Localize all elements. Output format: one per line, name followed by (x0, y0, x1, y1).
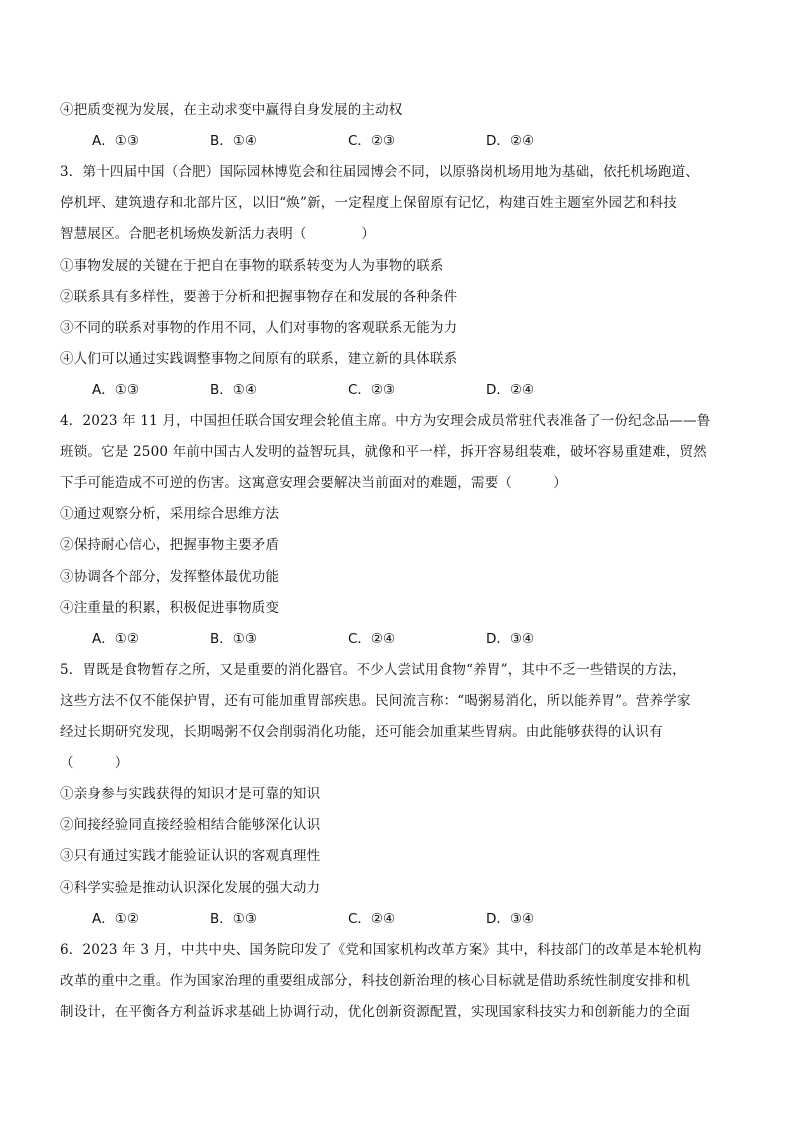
text-line: ④人们可以通过实践调整事物之间原有的联系，建立新的具体联系 (60, 351, 458, 367)
text-line: 制设计，在平衡各方利益诉求基础上协调行动，优化创新资源配置，实现国家科技实力和创新能力的全面 (60, 1004, 691, 1020)
text-line: ④科学实验是推动认识深化发展的强大动力 (60, 880, 321, 896)
text-line: ①事物发展的关键在于把自在事物的联系转变为人为事物的联系 (60, 258, 444, 274)
text-line: 下手可能造成不可逆的伤害。这寓意安理会要解决当前面对的难题，需要（ ） (60, 475, 567, 491)
text-line: ①亲身参与实践获得的知识才是可靠的知识 (60, 786, 321, 802)
text-line: 6．2023 年 3 月，中共中央、国务院印发了《党和国家机构改革方案》其中，科技部门的改革是本轮机构 (60, 942, 702, 958)
option-a: A．①③ (92, 133, 139, 149)
option-d: D．②④ (486, 133, 535, 149)
text-line: ④把质变视为发展，在主动求变中赢得自身发展的主动权 (60, 102, 403, 118)
text-line: 5．胃既是食物暂存之所，又是重要的消化器官。不少人尝试用食物“养胃”，其中不乏一些错误的方法， (60, 662, 686, 678)
option-d: D．③④ (486, 631, 535, 647)
text-line: ①通过观察分析，采用综合思维方法 (60, 506, 280, 522)
text-line: 停机坪、建筑遗存和北部片区，以旧“焕”新，一定程度上保留原有记忆，构建百姓主题室外园艺和科技 (60, 195, 678, 211)
option-c: C．②④ (348, 911, 396, 927)
option-c: C．②③ (348, 382, 396, 398)
text-line: ③只有通过实践才能验证认识的客观真理性 (60, 848, 321, 864)
text-line: 3．第十四届中国（合肥）国际园林博览会和往届园博会不同，以原骆岗机场用地为基础，依托机场跑道、 (60, 164, 699, 180)
text-line: 改革的重中之重。作为国家治理的重要组成部分，科技创新治理的核心目标就是借助系统性制度安排和机 (60, 973, 691, 989)
option-d: D．③④ (486, 911, 535, 927)
option-c: C．②③ (348, 133, 396, 149)
option-a: A．①② (92, 631, 139, 647)
text-line: ④注重量的积累，积极促进事物质变 (60, 600, 280, 616)
text-line: （ ） (60, 755, 129, 771)
option-c: C．②④ (348, 631, 396, 647)
text-line: 智慧展区。合肥老机场焕发新活力表明（ ） (60, 226, 376, 242)
option-a: A．①② (92, 911, 139, 927)
text-line: 4．2023 年 11 月，中国担任联合国安理会轮值主席。中方为安理会成员常驻代表准备了一份纪念品——鲁 (60, 413, 711, 429)
text-line: ②保持耐心信心，把握事物主要矛盾 (60, 537, 280, 553)
option-b: B．①④ (210, 133, 257, 149)
text-line: 班锁。它是 2500 年前中国古人发明的益智玩具，就像和平一样，拆开容易组装难，破坏容易重建难，贸然 (60, 444, 707, 460)
option-b: B．①③ (210, 631, 257, 647)
option-b: B．①③ (210, 911, 257, 927)
text-line: ③协调各个部分，发挥整体最优功能 (60, 569, 280, 585)
text-line: ③不同的联系对事物的作用不同，人们对事物的客观联系无能为力 (60, 320, 458, 336)
option-b: B．①④ (210, 382, 257, 398)
option-a: A．①③ (92, 382, 139, 398)
text-line: 经过长期研究发现，长期喝粥不仅会削弱消化功能，还可能会加重某些胃病。由此能够获得的认识有 (60, 724, 663, 740)
option-d: D．②④ (486, 382, 535, 398)
text-line: ②间接经验同直接经验相结合能够深化认识 (60, 817, 321, 833)
text-line: 这些方法不仅不能保护胃，还有可能加重胃部疾患。民间流言称：“喝粥易消化，所以能养胃”。营养学家 (60, 693, 691, 709)
text-line: ②联系具有多样性，要善于分析和把握事物存在和发展的各种条件 (60, 289, 458, 305)
